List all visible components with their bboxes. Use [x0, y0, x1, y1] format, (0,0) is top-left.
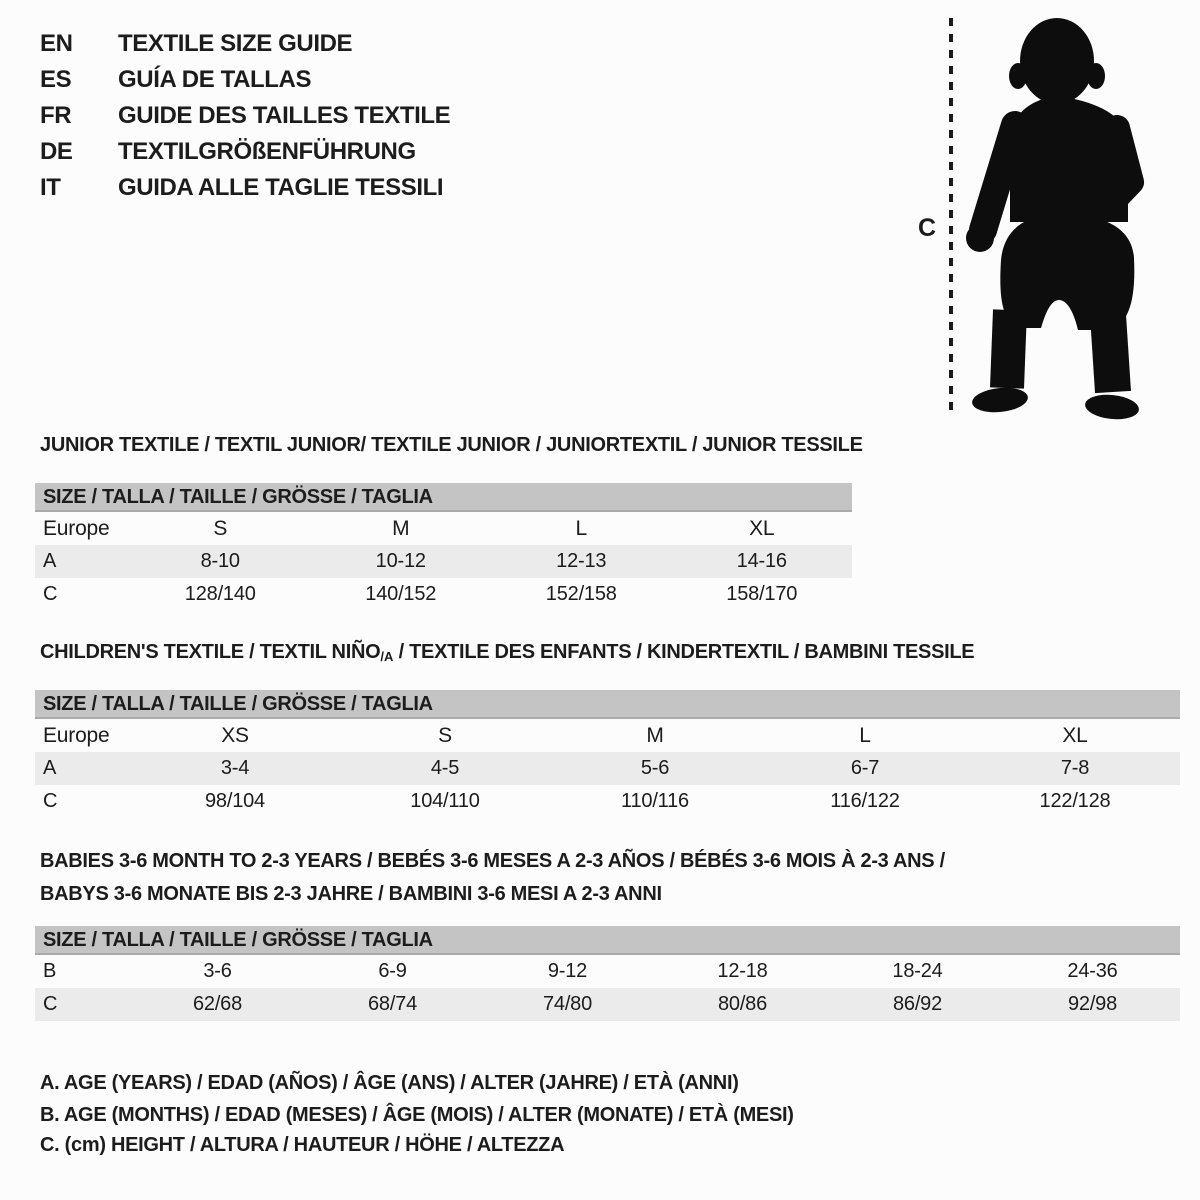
value-cell: 7-8 — [1060, 757, 1090, 779]
legend-height-cm: C. (cm) HEIGHT / ALTURA / HAUTEUR / HÖHE / ALTEZZA — [40, 1134, 565, 1156]
value-cell: 152/158 — [545, 583, 617, 605]
size-cell: L — [575, 516, 587, 540]
height-label-c: C — [918, 214, 937, 242]
row-label: B — [43, 960, 57, 982]
size-cell: S — [213, 516, 228, 540]
children-size-table — [35, 690, 1180, 818]
size-cell: XS — [221, 723, 249, 747]
value-cell: 110/116 — [621, 790, 689, 812]
language-code: IT — [40, 174, 61, 201]
value-cell: 98/104 — [205, 790, 265, 812]
size-header-bar: SIZE / TALLA / TAILLE / GRÖSSE / TAGLIA — [35, 690, 1180, 719]
value-cell: 14-16 — [736, 550, 787, 572]
size-header-bar: SIZE / TALLA / TAILLE / GRÖSSE / TAGLIA — [35, 483, 852, 512]
value-cell: 122/128 — [1039, 790, 1111, 812]
size-cell: XL — [749, 516, 775, 540]
region-label: Europe — [43, 516, 110, 540]
language-code: EN — [40, 30, 73, 57]
value-cell: 6-9 — [378, 960, 407, 982]
value-cell: 92/98 — [1067, 993, 1118, 1015]
language-code: DE — [40, 138, 73, 165]
value-cell: 80/86 — [717, 993, 768, 1015]
value-cell: 24-36 — [1067, 960, 1118, 982]
value-cell: 12-13 — [556, 550, 607, 572]
language-title: GUIDE DES TAILLES TEXTILE — [118, 102, 451, 129]
legend-age-years: A. AGE (YEARS) / EDAD (AÑOS) / ÂGE (ANS) / ALTER (JAHRE) / ETÀ (ANNI) — [40, 1072, 739, 1094]
language-row — [40, 62, 450, 98]
table-row-height — [35, 578, 852, 611]
value-cell: 4-5 — [430, 757, 460, 779]
table-row-age — [35, 545, 852, 578]
babies-size-table — [35, 926, 1180, 1021]
language-title-list — [40, 26, 450, 206]
table-row-age — [35, 752, 1180, 785]
row-label: A — [43, 550, 57, 572]
table-row-sizes — [35, 719, 1180, 752]
language-row — [40, 170, 450, 206]
value-cell: 5-6 — [640, 757, 670, 779]
value-cell: 86/92 — [892, 993, 943, 1015]
value-cell: 158/170 — [726, 583, 798, 605]
language-code: ES — [40, 66, 72, 93]
legend-age-months: B. AGE (MONTHS) / EDAD (MESES) / ÂGE (MOIS) / ALTER (MONATE) / ETÀ (MESI) — [40, 1104, 794, 1126]
children-section-title — [40, 641, 974, 664]
language-row — [40, 134, 450, 170]
language-row — [40, 98, 450, 134]
value-cell: 12-18 — [717, 960, 768, 982]
region-label: Europe — [43, 723, 110, 747]
children-title-subscript: /A — [380, 649, 394, 664]
size-header-bar: SIZE / TALLA / TAILLE / GRÖSSE / TAGLIA — [35, 926, 1180, 955]
row-label: C — [43, 993, 58, 1015]
babies-section-title-line2: BABYS 3-6 MONATE BIS 2-3 JAHRE / BAMBINI 3-6 MESI A 2-3 ANNI — [40, 883, 662, 905]
value-cell: 68/74 — [367, 993, 418, 1015]
table-row-height — [35, 785, 1180, 818]
row-label: A — [43, 757, 57, 779]
table-row-months — [35, 955, 1180, 988]
language-title: GUÍA DE TALLAS — [118, 66, 312, 93]
language-title: GUIDA ALLE TAGLIE TESSILI — [118, 174, 444, 201]
language-row — [40, 26, 450, 62]
value-cell: 3-6 — [203, 960, 232, 982]
row-label: C — [43, 790, 58, 812]
value-cell: 10-12 — [375, 550, 426, 572]
table-row-height — [35, 988, 1180, 1021]
size-cell: XL — [1062, 723, 1088, 747]
children-title-main: CHILDREN'S TEXTILE / TEXTIL NIÑO — [40, 641, 381, 663]
value-cell: 128/140 — [184, 583, 256, 605]
language-title: TEXTILE SIZE GUIDE — [118, 30, 353, 57]
value-cell: 9-12 — [547, 960, 588, 982]
value-cell: 104/110 — [410, 790, 480, 812]
value-cell: 140/152 — [365, 583, 437, 605]
size-cell: M — [646, 723, 664, 747]
size-cell: S — [438, 723, 452, 747]
value-cell: 62/68 — [192, 993, 243, 1015]
row-label: C — [43, 583, 58, 605]
size-cell: L — [859, 723, 871, 747]
babies-section-title-line1: BABIES 3-6 MONTH TO 2-3 YEARS / BEBÉS 3-6 MESES A 2-3 AÑOS / BÉBÉS 3-6 MOIS À 2-3 ANS / — [40, 850, 945, 872]
value-cell: 8-10 — [200, 550, 240, 572]
junior-size-table — [35, 483, 852, 611]
value-cell: 3-4 — [220, 757, 250, 779]
value-cell: 18-24 — [892, 960, 943, 982]
language-code: FR — [40, 102, 72, 129]
language-title: TEXTILGRÖßENFÜHRUNG — [118, 138, 416, 165]
junior-section-title: JUNIOR TEXTILE / TEXTIL JUNIOR/ TEXTILE JUNIOR / JUNIORTEXTIL / JUNIOR TESSILE — [40, 434, 863, 456]
table-row-sizes — [35, 512, 852, 545]
toddler-silhouette-icon — [966, 18, 1140, 422]
toddler-figure — [915, 10, 1150, 422]
value-cell: 6-7 — [850, 757, 880, 779]
size-cell: M — [392, 516, 410, 540]
value-cell: 74/80 — [542, 993, 593, 1015]
children-title-rest: / TEXTILE DES ENFANTS / KINDERTEXTIL / BAMBINI TESSILE — [393, 641, 975, 663]
value-cell: 116/122 — [830, 790, 900, 812]
